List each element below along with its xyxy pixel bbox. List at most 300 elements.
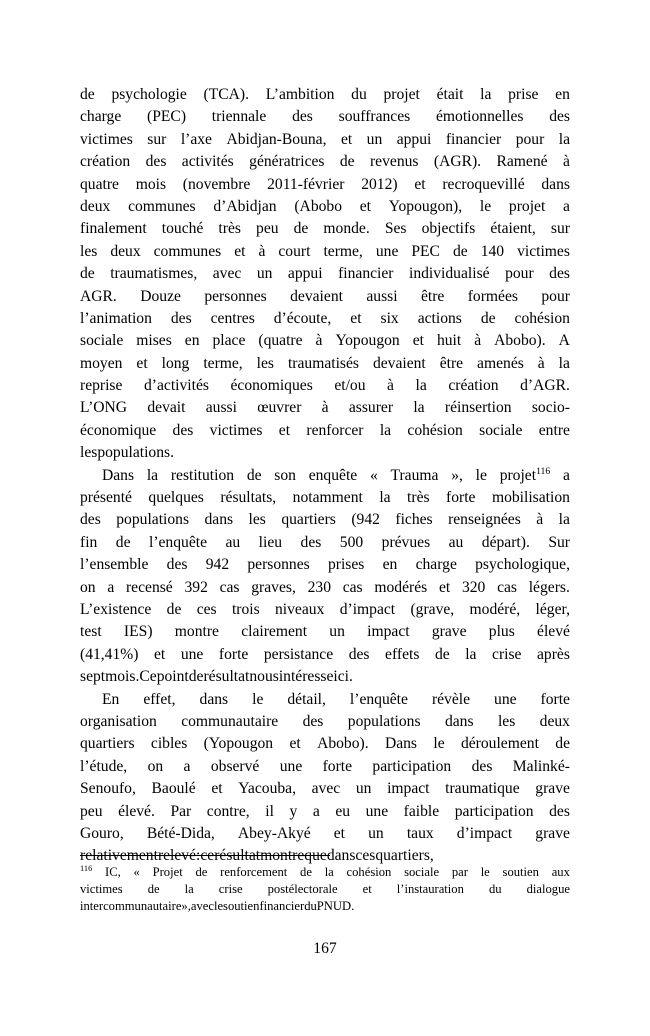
word: « <box>369 466 378 484</box>
word: de <box>300 865 312 879</box>
word: IES) <box>123 623 153 641</box>
word: participation <box>372 757 452 775</box>
word: et <box>333 824 346 842</box>
word: fin <box>80 533 98 551</box>
word: cibles <box>150 735 188 753</box>
word: (grave, <box>410 600 455 618</box>
word: deux <box>539 712 570 730</box>
word: présenté <box>80 489 132 507</box>
word: et <box>359 197 372 215</box>
word: à <box>537 354 545 372</box>
word: impact <box>367 623 410 641</box>
word: eu <box>335 802 351 820</box>
word: notamment <box>292 489 363 507</box>
word: long <box>161 354 190 372</box>
word: un <box>368 824 384 842</box>
word: économiques <box>230 377 313 395</box>
word: une <box>365 802 389 820</box>
word: avec <box>190 899 214 914</box>
word: 2011-février <box>267 175 345 193</box>
word: victimes <box>80 882 123 897</box>
word: cohésion <box>407 421 463 439</box>
word: », <box>451 466 463 484</box>
word: Abidjan-Bouna, <box>226 130 327 148</box>
word: était <box>436 86 464 103</box>
word: (942 <box>351 511 380 529</box>
word: observé <box>210 757 260 775</box>
word: mois. <box>105 668 140 686</box>
word: impact <box>387 780 430 798</box>
text-line <box>80 733 570 755</box>
word: la <box>558 130 570 148</box>
word: d’impact <box>339 600 396 618</box>
word: « <box>133 865 140 879</box>
word: la <box>379 489 391 507</box>
word: 230 <box>307 578 331 596</box>
word: un <box>355 780 372 798</box>
text-line <box>80 84 570 106</box>
word: renseignées <box>448 511 521 529</box>
word: court <box>278 242 311 260</box>
word: aux <box>551 865 570 879</box>
word: à <box>321 399 329 417</box>
text-line <box>80 397 570 419</box>
word: restitution <box>170 466 235 484</box>
word: PNUD. <box>316 899 355 914</box>
word: renforcer <box>306 421 364 439</box>
word: cas <box>342 578 363 596</box>
word: taux <box>406 824 434 842</box>
word: et <box>211 780 223 798</box>
word: élevé <box>537 623 570 641</box>
word: dans <box>199 690 229 708</box>
word: renforcement <box>220 865 288 879</box>
word: deux <box>80 197 111 215</box>
word: intercommunautaire <box>80 899 182 914</box>
word: souffrances <box>338 108 411 126</box>
word: quartiers, <box>375 847 434 865</box>
word: place <box>212 332 246 350</box>
word: Gouro, <box>80 824 124 842</box>
word: dialogue <box>526 882 570 897</box>
text-line <box>80 621 570 643</box>
word: l’axe <box>180 130 212 148</box>
text-line <box>80 778 570 800</box>
word: Ce <box>139 668 157 686</box>
word: grave <box>535 780 570 798</box>
word: terme, <box>323 242 363 260</box>
word: de <box>166 600 182 618</box>
text-line <box>80 286 570 308</box>
word: organisation <box>80 712 157 730</box>
word: victimes <box>80 130 133 148</box>
word: de <box>480 309 496 327</box>
word: fiches <box>395 511 433 529</box>
word: dans <box>326 847 356 865</box>
word: il <box>265 802 274 820</box>
word: Ramené <box>496 153 548 171</box>
word: soutien <box>502 865 539 879</box>
word: et <box>278 421 291 439</box>
word: très <box>407 489 430 507</box>
word: aussi <box>366 287 398 305</box>
word: des <box>302 712 324 730</box>
word: a <box>562 466 570 484</box>
word: traumatisés <box>287 354 359 372</box>
text-line <box>80 801 570 823</box>
word: et <box>362 882 372 897</box>
text-line <box>80 487 570 509</box>
word: de <box>115 533 131 551</box>
text-line <box>80 308 570 330</box>
footnote-block <box>80 864 570 916</box>
word: psychologie <box>111 86 187 103</box>
word: un <box>256 265 273 283</box>
word: pour <box>505 265 534 283</box>
word: En <box>102 690 120 708</box>
word: charge <box>415 556 457 574</box>
word: des <box>172 421 194 439</box>
text-line <box>80 442 570 464</box>
word: réinsertion <box>444 399 512 417</box>
paragraph <box>80 84 570 465</box>
word: ce <box>200 847 215 865</box>
word: personnes <box>204 287 267 305</box>
word: victimes <box>517 242 570 260</box>
word: montre <box>174 623 219 641</box>
word: élevé. <box>118 802 155 820</box>
word: psychologique, <box>475 556 570 574</box>
word: amenés <box>477 354 524 372</box>
word: (TCA). <box>203 86 249 103</box>
word: Baoulé <box>151 780 196 798</box>
word: activités <box>181 153 234 171</box>
word: et/ou <box>334 377 366 395</box>
word: des <box>80 511 101 529</box>
word: mises <box>136 332 172 350</box>
word: la <box>146 466 159 484</box>
word: à <box>387 377 394 395</box>
word: dans <box>444 712 474 730</box>
word: individualisé <box>409 265 490 283</box>
word: actions <box>417 309 462 327</box>
word: d’activités <box>143 377 209 395</box>
word: Trauma <box>390 466 439 484</box>
word: et <box>136 354 148 372</box>
text-line <box>80 599 570 621</box>
word: intéresse <box>278 668 334 686</box>
word: et <box>350 309 362 327</box>
word: modéré, <box>469 600 521 618</box>
word: 500 <box>339 533 364 551</box>
word: étaient, <box>490 220 536 238</box>
word: peu <box>256 220 279 238</box>
word: en <box>184 332 200 350</box>
word: l’enquête <box>349 690 408 708</box>
word: les <box>248 511 266 529</box>
word: lieu <box>258 533 283 551</box>
word: à <box>536 511 544 529</box>
word: léger, <box>535 600 570 618</box>
word: de <box>293 220 309 238</box>
word: des <box>300 533 322 551</box>
word: on <box>80 578 96 596</box>
word: crise <box>492 645 522 663</box>
word: centres <box>210 309 255 327</box>
word: communes <box>128 197 196 215</box>
text-line <box>80 532 570 554</box>
word: l’animation <box>80 309 152 327</box>
word: des <box>549 802 570 820</box>
word: moyen <box>80 354 123 372</box>
word: ces <box>196 600 217 618</box>
word: enquête <box>308 466 358 484</box>
word: à <box>258 242 266 260</box>
word: contre, <box>206 802 250 820</box>
word: Ses <box>384 220 407 238</box>
text-line <box>80 644 570 666</box>
word: projet <box>383 86 420 103</box>
word: des <box>166 556 188 574</box>
text-line <box>80 218 570 240</box>
page-number: 167 <box>313 940 337 957</box>
word: au <box>225 533 241 551</box>
word: déroulement <box>460 735 539 753</box>
word: le <box>480 865 490 879</box>
word: de <box>188 668 204 686</box>
word: (AGR). <box>433 153 482 171</box>
word: les <box>256 354 274 372</box>
word: appui <box>396 130 432 148</box>
word: au <box>448 533 464 551</box>
footnote-reference[interactable]: 116 <box>536 465 551 477</box>
text-line <box>80 174 570 196</box>
word: appui <box>287 265 323 283</box>
body-text-column <box>80 84 570 868</box>
word: 392 <box>184 578 208 596</box>
word: du <box>488 882 502 897</box>
word: cas <box>219 578 240 596</box>
word: niveaux <box>275 600 325 618</box>
word: ici. <box>333 668 353 686</box>
word: économique <box>80 421 157 439</box>
word: après <box>537 645 570 663</box>
word: en <box>555 86 570 103</box>
word: IC, <box>105 865 121 879</box>
word: entre <box>538 421 570 439</box>
word: et <box>412 332 424 350</box>
word: personnes <box>247 556 310 574</box>
word: du <box>351 86 367 103</box>
word: à <box>474 332 482 350</box>
word: la <box>558 511 570 529</box>
word: graves, <box>251 578 296 596</box>
word: une <box>494 690 517 708</box>
word: de <box>80 265 95 283</box>
word: (Yopougon <box>203 735 274 753</box>
word: sociale <box>479 421 523 439</box>
word: la <box>558 354 570 372</box>
word: a <box>563 197 570 215</box>
word: grave <box>535 824 570 842</box>
word: reprise <box>80 377 123 395</box>
word: AGR. <box>80 287 117 305</box>
word: départ). <box>481 533 530 551</box>
word: financier <box>259 899 305 914</box>
word: Abey-Akyé <box>237 824 311 842</box>
word: de <box>147 882 160 897</box>
text-line <box>80 420 570 442</box>
word: (quatre <box>258 332 303 350</box>
word: Yopougon <box>335 332 400 350</box>
word: un <box>329 623 345 641</box>
word: crise <box>218 882 243 897</box>
text-line <box>80 554 570 576</box>
word: recensé <box>125 578 173 596</box>
word: et <box>340 130 353 148</box>
word: assurer <box>348 399 394 417</box>
word: mobilisation <box>491 489 570 507</box>
word: a <box>183 757 191 775</box>
word: », <box>181 899 191 914</box>
word: quatre <box>80 175 119 193</box>
word: monde. <box>323 220 370 238</box>
word: Projet <box>152 865 183 879</box>
word: résultats, <box>220 489 277 507</box>
word: de <box>555 735 570 753</box>
word: Dans <box>384 735 418 753</box>
word: effet, <box>143 690 176 708</box>
word: très <box>218 220 241 238</box>
word: le <box>252 690 264 708</box>
word: la <box>379 421 392 439</box>
word: et <box>154 645 166 663</box>
word: par <box>451 865 468 879</box>
word: clairement <box>241 623 308 641</box>
word: socio- <box>531 399 570 417</box>
word: faible <box>403 802 440 820</box>
word: des <box>549 265 570 283</box>
word: traumatismes, <box>110 265 198 283</box>
word: prises <box>327 556 365 574</box>
word: légers. <box>528 578 570 596</box>
word: triennale <box>211 108 267 126</box>
footnote-line <box>80 898 570 915</box>
footnote-line <box>80 864 570 881</box>
word: projet$^{116}$ <box>499 465 551 484</box>
word: : <box>196 847 201 865</box>
word: populations. <box>97 444 174 462</box>
word: des <box>170 309 192 327</box>
word: Yacouba, <box>238 780 296 798</box>
text-line <box>80 756 570 778</box>
text-line <box>80 241 570 263</box>
word: huit <box>436 332 462 350</box>
word: a <box>107 578 115 596</box>
word: des <box>549 108 570 126</box>
word: les <box>80 242 98 260</box>
word: Yopougon), <box>388 197 463 215</box>
word: d’écoute, <box>273 309 332 327</box>
word: la <box>184 882 194 897</box>
word: soutien <box>223 899 260 914</box>
word: relativement <box>80 847 158 865</box>
text-line <box>80 509 570 531</box>
word: traumatique <box>445 780 520 798</box>
word: populations <box>347 712 421 730</box>
text-line <box>80 465 570 487</box>
word: l’enquête <box>148 533 207 551</box>
word: des <box>348 645 370 663</box>
word: objectifs <box>421 220 476 238</box>
word: y <box>289 802 298 820</box>
word: sociale <box>404 865 440 879</box>
word: l’instauration <box>396 882 464 897</box>
word: prise <box>508 86 539 103</box>
word: génératrices <box>249 153 325 171</box>
word: devaient <box>372 354 426 372</box>
word: formées <box>467 287 518 305</box>
word: postélectorale <box>267 882 338 897</box>
word: des <box>292 108 313 126</box>
footnote-line <box>80 881 570 898</box>
text-line <box>80 196 570 218</box>
word: forte <box>540 690 570 708</box>
word: d’impact <box>456 824 513 842</box>
word: la <box>465 645 477 663</box>
word: le <box>479 197 492 215</box>
word: avec <box>311 780 341 798</box>
word: du <box>304 899 317 914</box>
word: révèle <box>431 690 471 708</box>
word: être <box>420 287 445 305</box>
word: A <box>558 332 570 350</box>
word: de <box>195 865 208 879</box>
word: avec <box>212 265 242 283</box>
word: modérés <box>374 578 428 596</box>
word: un <box>366 130 383 148</box>
word: devait <box>147 399 186 417</box>
word: financier <box>338 265 394 283</box>
text-line <box>80 689 570 711</box>
text-line <box>80 375 570 397</box>
word: L’ambition <box>265 86 335 103</box>
word: le <box>213 899 224 914</box>
word: sept <box>80 668 106 686</box>
word: l’étude, <box>80 757 128 775</box>
text-line <box>80 711 570 733</box>
word: une <box>180 645 204 663</box>
word: d’AGR. <box>520 377 570 395</box>
text-line <box>80 823 570 845</box>
text-line <box>80 330 570 352</box>
word: finalement <box>80 220 147 238</box>
text-line <box>80 666 570 688</box>
word: quartiers <box>281 511 336 529</box>
word: a <box>312 802 320 820</box>
word: la <box>415 377 427 395</box>
word: (Abobo <box>294 197 343 215</box>
word: 140 <box>480 242 505 260</box>
word: grave <box>431 623 467 641</box>
word: à <box>315 332 323 350</box>
word: quelques <box>148 489 204 507</box>
word: ces <box>355 847 376 865</box>
word: de <box>246 466 262 484</box>
word: cas <box>497 578 517 596</box>
word: dans <box>204 511 234 529</box>
text-line <box>80 106 570 128</box>
